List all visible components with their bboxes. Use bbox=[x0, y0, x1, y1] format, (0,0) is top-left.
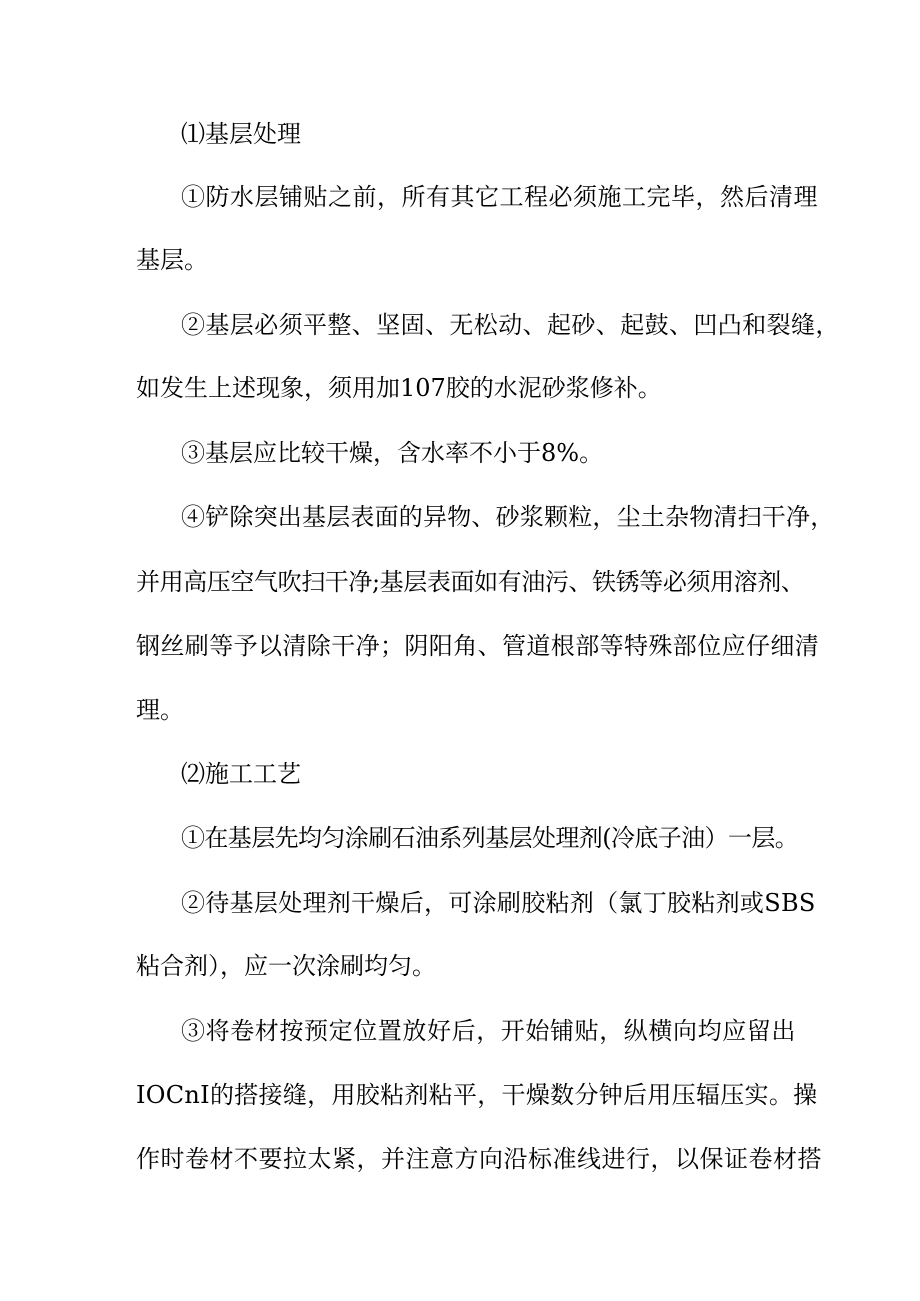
paragraph-line: 粘合剂），应一次涂刷均匀。 bbox=[136, 952, 436, 980]
paragraph-line: ②基层必须平整、坚固、无松动、起砂、起鼓、凹凸和裂缝， bbox=[181, 311, 840, 339]
paragraph-line: ①防水层铺贴之前，所有其它工程必须施工完毕，然后清理 bbox=[181, 183, 818, 211]
paragraph-line: ④铲除突出基层表面的异物、砂浆颗粒，尘土杂物清扫干净， bbox=[181, 503, 835, 531]
section-heading-base-treatment: ⑴基层处理 bbox=[181, 120, 301, 148]
paragraph-line: 作时卷材不要拉太紧，并注意方向沿标准线进行，以保证卷材搭 bbox=[136, 1145, 822, 1173]
paragraph-line: ③将卷材按预定位置放好后，开始铺贴，纵横向均应留出 bbox=[181, 1017, 796, 1045]
paragraph-line: ③基层应比较干燥，含水率不小于8%。 bbox=[181, 439, 604, 467]
paragraph-line: 如发生上述现象，须用加107胶的水泥砂浆修补。 bbox=[136, 374, 662, 402]
paragraph-line: 理。 bbox=[136, 696, 184, 724]
section-heading-construction-process: ⑵施工工艺 bbox=[181, 760, 301, 788]
paragraph-line: 并用高压空气吹扫干净;基层表面如有油污、铁锈等必须用溶剂、 bbox=[136, 568, 805, 596]
paragraph-line: ②待基层处理剂干燥后，可涂刷胶粘剂（氯丁胶粘剂或SBS bbox=[181, 889, 816, 917]
paragraph-line: ①在基层先均匀涂刷石油系列基层处理剂(冷底子油）一层。 bbox=[181, 824, 799, 852]
paragraph-line: 基层。 bbox=[136, 246, 208, 274]
paragraph-line: IOCnI的搭接缝，用胶粘剂粘平，干燥数分钟后用压辐压实。操 bbox=[136, 1081, 818, 1109]
paragraph-line: 钢丝刷等予以清除干净；阴阳角、管道根部等特殊部位应仔细清 bbox=[136, 632, 820, 660]
